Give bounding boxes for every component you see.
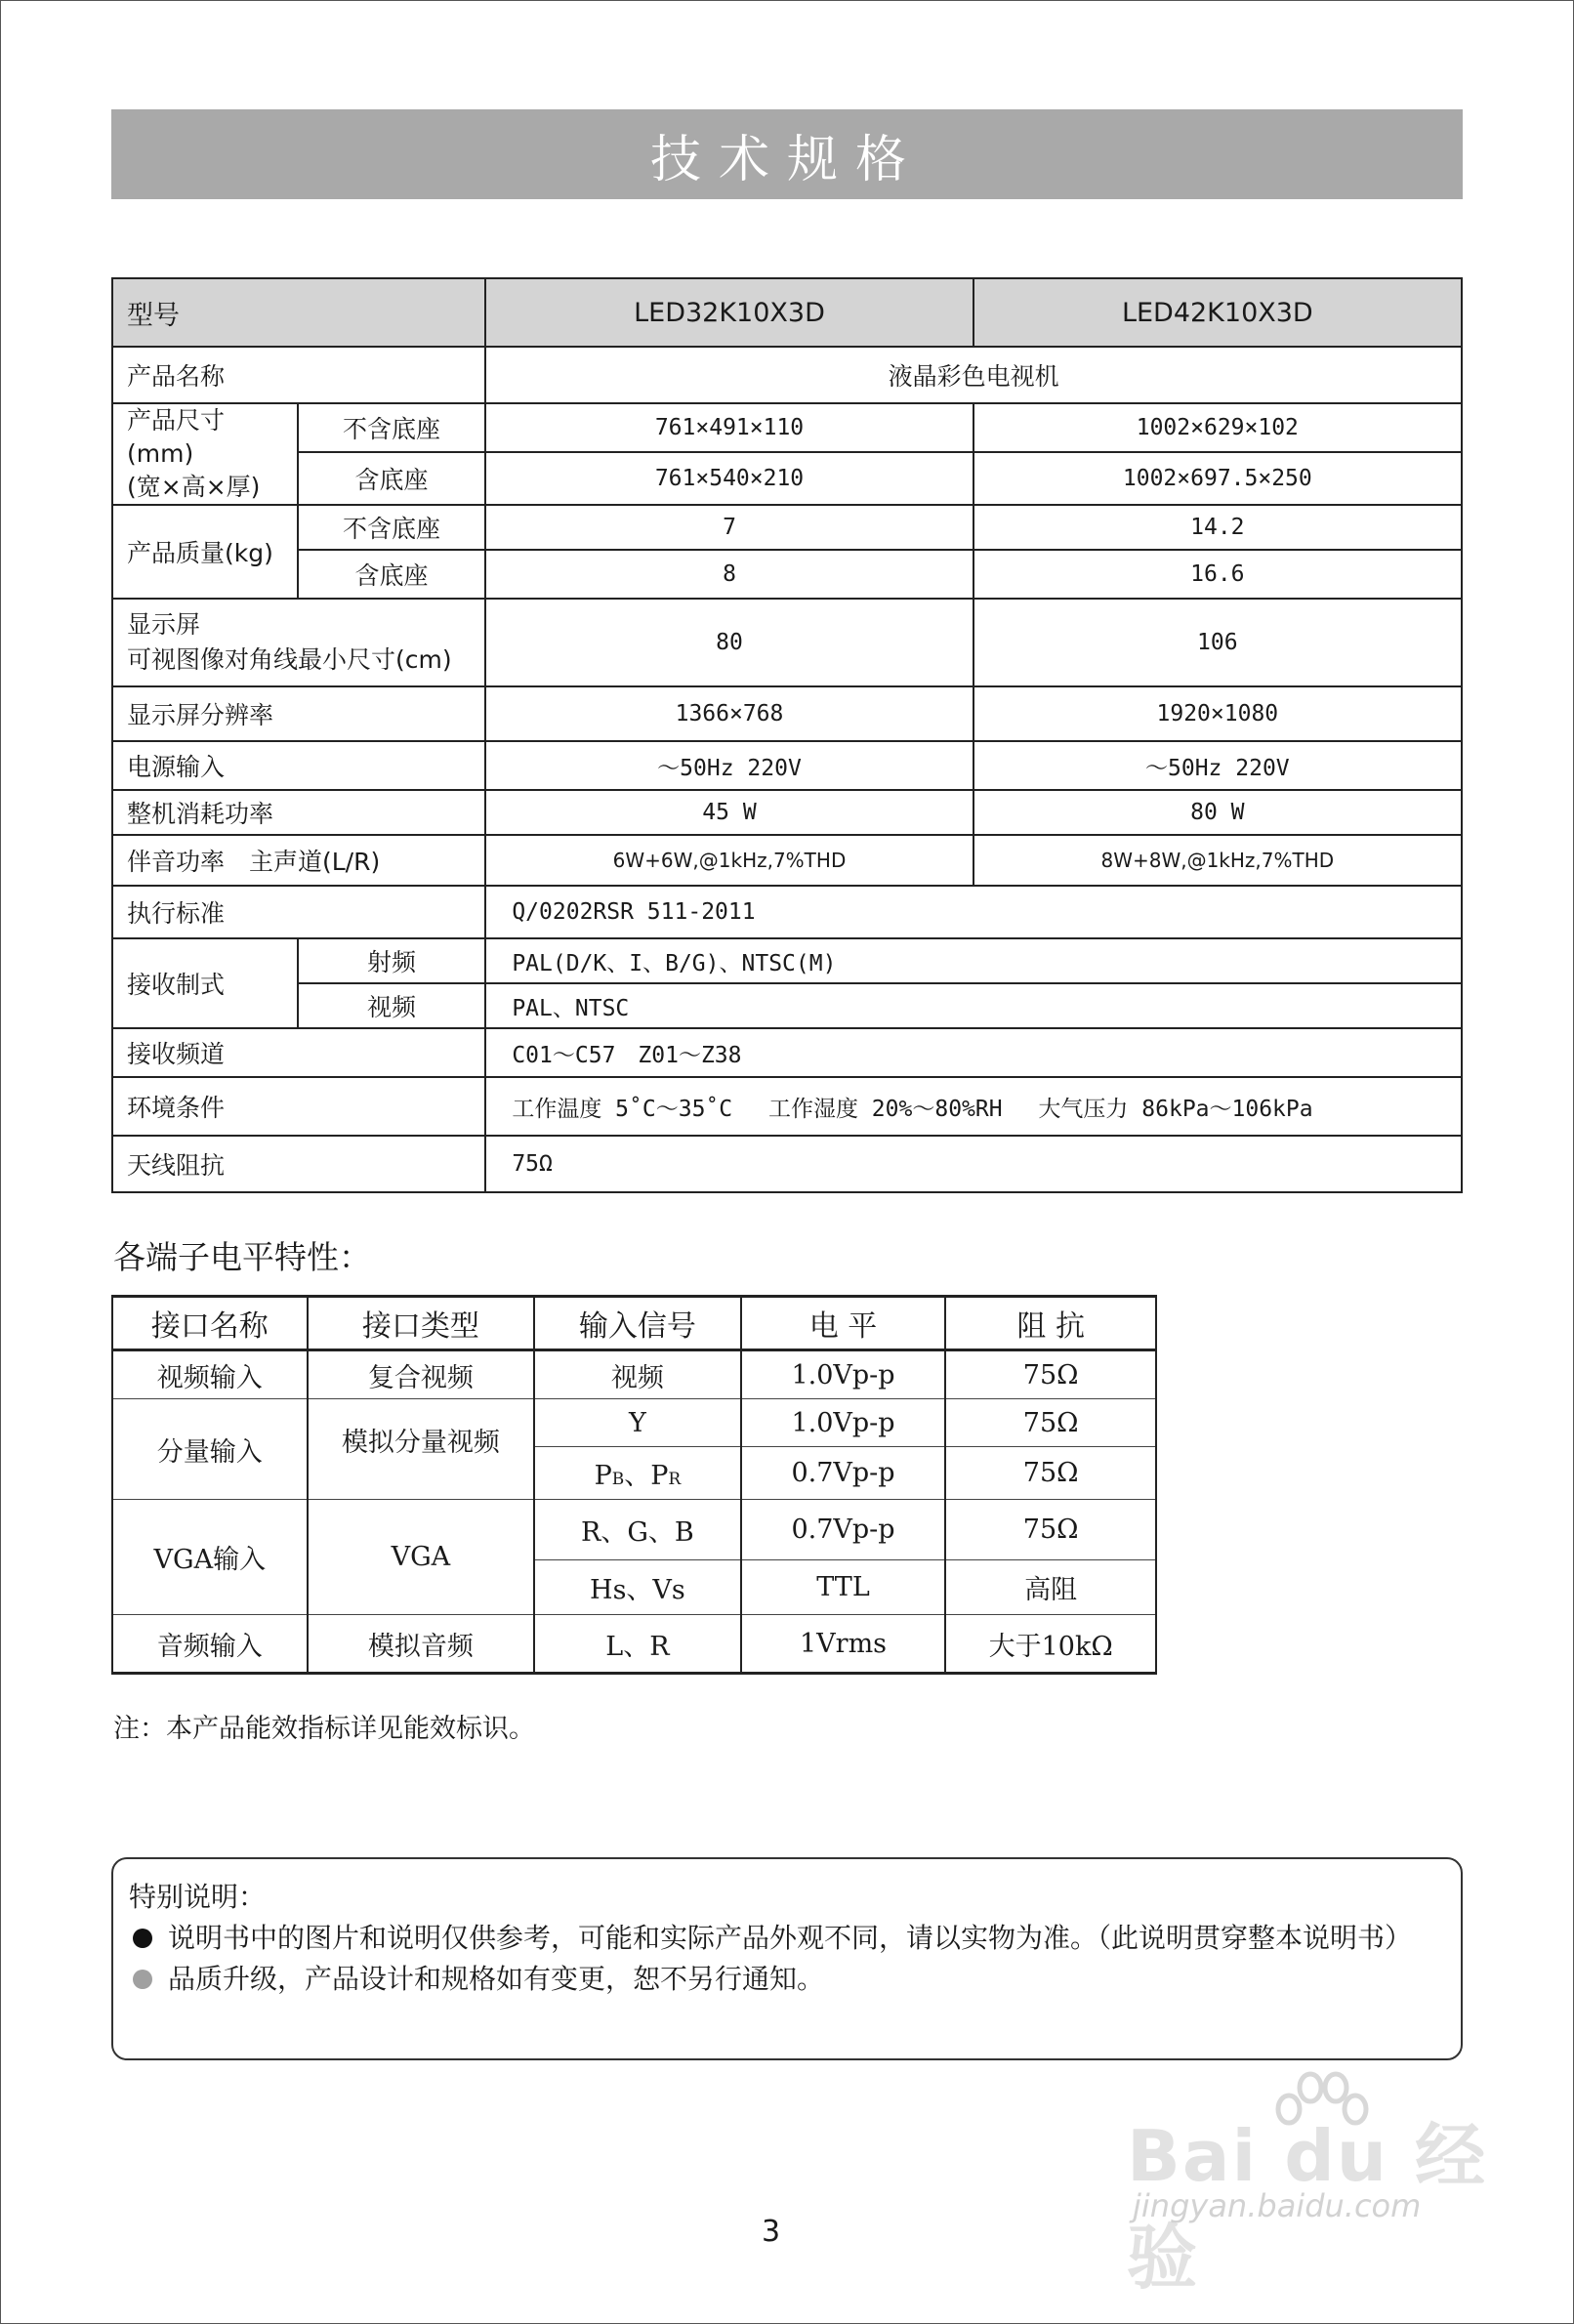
- component-level-2: 0.7Vp-p: [741, 1447, 946, 1500]
- table-row: [112, 938, 1462, 983]
- resolution-m1: 1366×768: [485, 686, 973, 741]
- vga-signal-rgb: R、G、B: [534, 1500, 741, 1560]
- table-row: [112, 1399, 1156, 1447]
- table-row: [112, 1028, 1462, 1077]
- component-impedance-2: 75Ω: [945, 1447, 1156, 1500]
- ports-header-signal: 输入信号: [534, 1297, 741, 1350]
- vga-input-type: VGA: [308, 1500, 535, 1615]
- vga-signal-sync: Hs、Vs: [534, 1560, 741, 1615]
- bullet-dot-icon: [133, 1970, 152, 1989]
- table-row: [112, 983, 1462, 1028]
- spec-header-row: [112, 278, 1462, 347]
- antenna-value: 75Ω: [485, 1136, 1462, 1192]
- video-input-signal: 视频: [534, 1350, 741, 1399]
- table-row: [112, 1500, 1156, 1560]
- resolution-m2: 1920×1080: [973, 686, 1462, 741]
- notice-title: 特别说明：: [129, 1881, 267, 1913]
- table-row: [112, 886, 1462, 938]
- standard-label: 执行标准: [112, 886, 485, 938]
- table-row: [112, 347, 1462, 403]
- video-input-level: 1.0Vp-p: [741, 1350, 946, 1399]
- spec-table: [111, 277, 1463, 1193]
- standard-value: Q/0202RSR 511-2011: [485, 886, 1462, 938]
- video-input-name: 视频输入: [112, 1350, 308, 1399]
- audio-power-m1: 6W+6W,@1kHz,7%THD: [485, 835, 973, 886]
- ports-header-type: 接口类型: [308, 1297, 535, 1350]
- audio-power-label: 伴音功率 主声道(L/R): [112, 835, 485, 886]
- pb-letter: P: [594, 1461, 612, 1491]
- power-input-m2: ～50Hz 220V: [973, 741, 1462, 790]
- table-row: [112, 790, 1462, 835]
- resolution-label: 显示屏分辨率: [112, 686, 485, 741]
- vga-level-1: 0.7Vp-p: [741, 1500, 946, 1560]
- size-label-line2: (宽×高×厚): [127, 473, 261, 501]
- table-row: [112, 1136, 1462, 1192]
- reception-sub-video: 视频: [298, 983, 486, 1028]
- table-row: [112, 1350, 1156, 1399]
- vga-input-name: VGA输入: [112, 1500, 308, 1615]
- audio-input-signal: L、R: [534, 1615, 741, 1674]
- table-row: [112, 1615, 1156, 1674]
- power-consumption-label: 整机消耗功率: [112, 790, 485, 835]
- ports-table: [111, 1295, 1157, 1675]
- weight-m1-with: 8: [485, 550, 973, 599]
- model-label: 型号: [112, 278, 485, 347]
- notice-item-1: [129, 1918, 1445, 1959]
- size-m1-with: 761×540×210: [485, 452, 973, 505]
- page-number: 3: [762, 2215, 781, 2249]
- size-m2-with: 1002×697.5×250: [973, 452, 1462, 505]
- video-input-impedance: 75Ω: [945, 1350, 1156, 1399]
- reception-sub-rf: 射频: [298, 938, 486, 983]
- weight-m1-without: 7: [485, 505, 973, 550]
- product-name-label: 产品名称: [112, 347, 485, 403]
- special-notice-box: [111, 1857, 1463, 2060]
- table-row: [112, 1077, 1462, 1136]
- screen-label-line1: 显示屏: [127, 610, 201, 639]
- vga-impedance-2: 高阻: [945, 1560, 1156, 1615]
- reception-label: 接收制式: [112, 938, 298, 1028]
- weight-m2-without: 14.2: [973, 505, 1462, 550]
- weight-m2-with: 16.6: [973, 550, 1462, 599]
- audio-input-type: 模拟音频: [308, 1615, 535, 1674]
- power-consumption-m2: 80 W: [973, 790, 1462, 835]
- size-label: [112, 403, 298, 505]
- component-input-name: 分量输入: [112, 1399, 308, 1500]
- page-title: 技术规格: [111, 109, 1463, 199]
- baidu-watermark: [1123, 2080, 1513, 2299]
- component-impedance-1: 75Ω: [945, 1399, 1156, 1447]
- table-row: [112, 686, 1462, 741]
- table-row: [112, 550, 1462, 599]
- audio-input-name: 音频输入: [112, 1615, 308, 1674]
- audio-power-m2: 8W+8W,@1kHz,7%THD: [973, 835, 1462, 886]
- pr-sub: R: [668, 1470, 682, 1489]
- weight-sub-with: 含底座: [298, 550, 486, 599]
- vga-level-2: TTL: [741, 1560, 946, 1615]
- pr-letter: 、P: [624, 1461, 669, 1491]
- size-sub-without: 不含底座: [298, 403, 486, 452]
- watermark-logo-text: Bai du 经验: [1127, 2115, 1488, 2299]
- vga-impedance-1: 75Ω: [945, 1500, 1156, 1560]
- screen-m2: 106: [973, 599, 1462, 686]
- audio-input-level: 1Vrms: [741, 1615, 946, 1674]
- ports-header-name: 接口名称: [112, 1297, 308, 1350]
- weight-label: 产品质量(kg): [112, 505, 298, 599]
- ports-section-title: 各端子电平特性：: [113, 1238, 371, 1276]
- antenna-label: 天线阻抗: [112, 1136, 485, 1192]
- reception-video-value: PAL、NTSC: [485, 983, 1462, 1028]
- table-row: [112, 599, 1462, 686]
- component-signal-y: Y: [534, 1399, 741, 1447]
- table-row: [112, 741, 1462, 790]
- component-level-1: 1.0Vp-p: [741, 1399, 946, 1447]
- ports-header-row: [112, 1297, 1156, 1350]
- energy-note: 注：本产品能效指标详见能效标识。: [113, 1714, 535, 1744]
- size-sub-with: 含底座: [298, 452, 486, 505]
- ports-header-impedance: 阻 抗: [945, 1297, 1156, 1350]
- size-m1-without: 761×491×110: [485, 403, 973, 452]
- size-label-line1: 产品尺寸(mm): [127, 406, 226, 468]
- table-row: [112, 505, 1462, 550]
- ports-header-level: 电 平: [741, 1297, 946, 1350]
- weight-sub-without: 不含底座: [298, 505, 486, 550]
- table-row: [112, 403, 1462, 452]
- pb-sub: B: [611, 1470, 625, 1489]
- notice-item-2-text: 品质升级，产品设计和规格如有变更，恕不另行通知。: [168, 1963, 825, 1995]
- model-1: LED32K10X3D: [485, 278, 973, 347]
- model-2: LED42K10X3D: [973, 278, 1462, 347]
- component-signal-pbpr: [534, 1447, 741, 1500]
- bullet-dot-icon: [133, 1929, 152, 1948]
- power-input-m1: ～50Hz 220V: [485, 741, 973, 790]
- channels-label: 接收频道: [112, 1028, 485, 1077]
- notice-item-2: [129, 1959, 1445, 2000]
- environment-label: 环境条件: [112, 1077, 485, 1136]
- screen-label: [112, 599, 485, 686]
- component-input-type: 模拟分量视频: [308, 1399, 535, 1500]
- environment-value: 工作温度 5˚C～35˚C 工作湿度 20%～80%RH 大气压力 86kPa～106kPa: [485, 1077, 1462, 1136]
- reception-rf-value: PAL(D/K、I、B/G)、NTSC(M): [485, 938, 1462, 983]
- screen-label-line2: 可视图像对角线最小尺寸(cm): [127, 645, 452, 674]
- audio-input-impedance: 大于10kΩ: [945, 1615, 1156, 1674]
- table-row: [112, 835, 1462, 886]
- screen-m1: 80: [485, 599, 973, 686]
- table-row: [112, 452, 1462, 505]
- video-input-type: 复合视频: [308, 1350, 535, 1399]
- notice-item-1-text: 说明书中的图片和说明仅供参考，可能和实际产品外观不同，请以实物为准。（此说明贯穿整本说明书）: [168, 1922, 1413, 1954]
- product-name-value: 液晶彩色电视机: [485, 347, 1462, 403]
- size-m2-without: 1002×629×102: [973, 403, 1462, 452]
- power-input-label: 电源输入: [112, 741, 485, 790]
- channels-value: C01～C57 Z01～Z38: [485, 1028, 1462, 1077]
- power-consumption-m1: 45 W: [485, 790, 973, 835]
- watermark-url: jingyan.baidu.com: [1133, 2187, 1422, 2224]
